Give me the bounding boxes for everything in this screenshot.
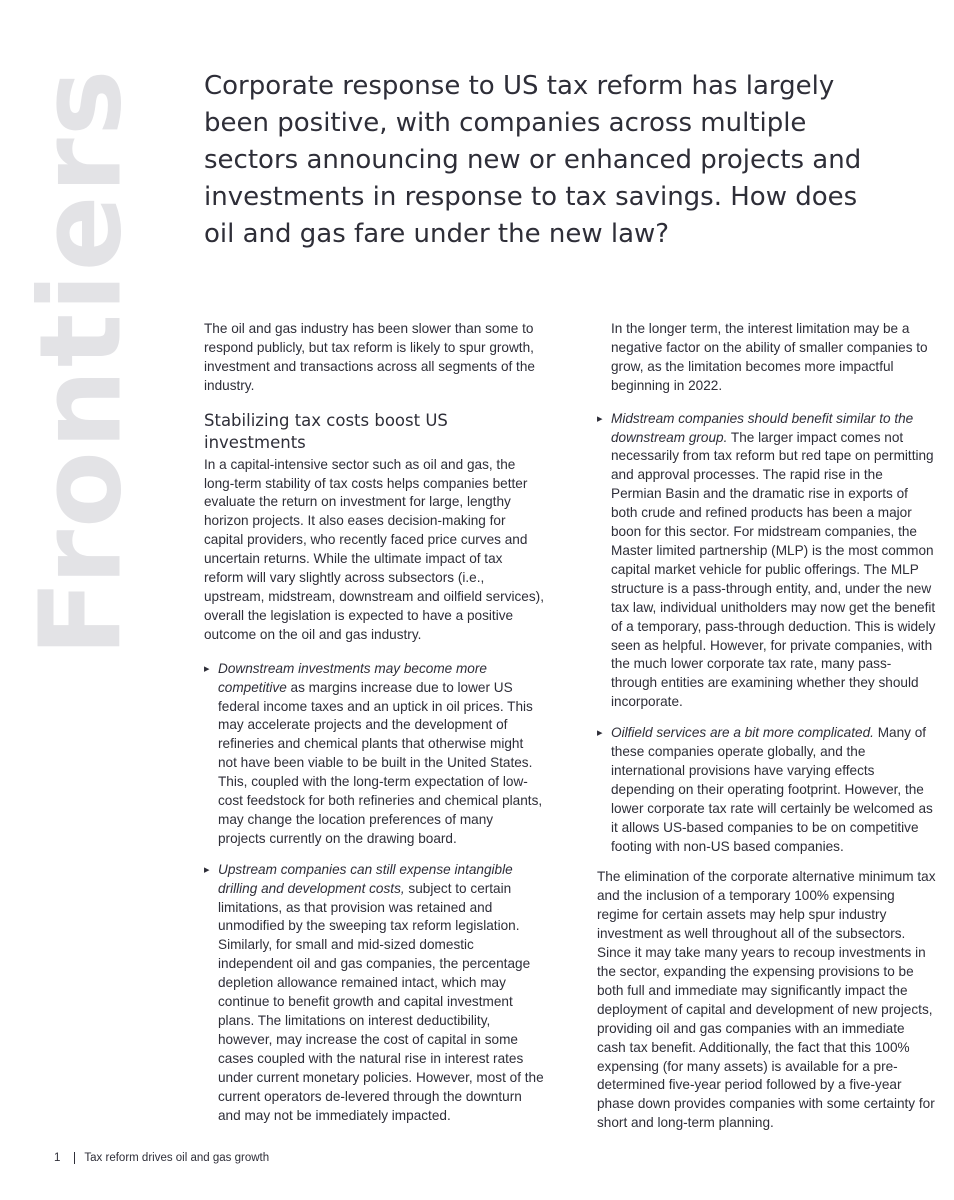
continuation-paragraph: In the longer term, the interest limitation may be a negative factor on the ability of smaller companies to grow, as the limitation becomes more impactful beginning in 2022. [611, 321, 928, 393]
bullet-lead: Midstream companies should benefit similar to the downstream group. [611, 410, 914, 445]
bullet-downstream [204, 660, 544, 849]
bullet-upstream [204, 861, 544, 1126]
page-footer [54, 1152, 269, 1164]
bullet-text: Many of these companies operate globally, and the international provisions have varying effects depending on their operating footprint. However, the lower corporate tax rate will certainly be welcomed as it allows US-based companies to be on competitive footing with non-US based companies. [611, 725, 933, 854]
bullet-midstream [597, 410, 937, 713]
bullet-lead: Downstream investments may become more competitive [218, 660, 487, 695]
right-bullet-list [597, 410, 937, 857]
bullet-text: The larger impact comes not necessarily from tax reform but red tape on permitting and approval processes. The rapid rise in the Permian Basin and the dramatic rise in exports of both crude and refined products has been a major boon for this sector. For midstream companies, the Master limited partnership (MLP) is the most common capital market vehicle for public offerings. The MLP structure is a pass-through entity, and, under the new tax law, individual unitholders may now get the benefit of a temporary, pass-through deduction. This is widely seen as helpful. However, for private companies, with the much lower corporate tax rate, many pass-through entities are examining whether they should incorporate. [611, 429, 936, 710]
frontiers-side-title [17, 67, 148, 657]
intro-paragraph: The oil and gas industry has been slower than some to respond publicly, but tax reform is likely to spur growth, investment and transactions across all segments of the industry. [204, 321, 535, 393]
page-number: 1 [54, 1152, 61, 1164]
footer-divider [74, 1152, 75, 1164]
bullet-lead: Oilfield services are a bit more complicated. [611, 725, 874, 741]
section-heading: Stabilizing tax costs boost US investments [204, 410, 448, 452]
section-paragraph: In a capital-intensive sector such as oil and gas, the long-term stability of tax costs helps companies better evaluate the return on investment for large, lengthy horizon projects. It also eases decision-making for capital providers, who recently faced price curves and uncertain returns. While the ultimate impact of tax reform will vary slightly across subsectors (i.e., upstream, midstream, downstream and oilfield services), overall the legislation is expected to have a positive outcome on the oil and gas industry. [204, 456, 544, 642]
bullet-lead: Upstream companies can still expense intangible drilling and development costs, [218, 861, 513, 896]
left-bullet-list [204, 660, 544, 1126]
headline: Corporate response to US tax reform has largely been positive, with companies across multiple sectors announcing new or enhanced projects and investments in response to tax savings. How does oil and gas fare under the new law? [204, 71, 862, 249]
closing-paragraph: The elimination of the corporate alternative minimum tax and the inclusion of a temporary 100% expensing regime for certain assets may help spur industry investment as well throughout all of the subsectors. Since it may take many years to recoup investments in the sector, expanding the expensing provisions to be both full and immediate may significantly impact the deployment of capital and development of new projects, providing oil and gas companies with an immediate cash tax benefit. Additionally, the fact that this 100% expensing (for many assets) is available for a pre-determined five-year period followed by a five-year phase down provides companies with some certainty for short and long-term planning. [597, 869, 936, 1131]
right-column [597, 320, 937, 1147]
bullet-text: as margins increase due to lower US federal income taxes and an uptick in oil prices. This may accelerate projects and the development of refineries and chemical plants that otherwise might not have been viable to be built in the United States. This, coupled with the long-term expectation of low-cost feedstock for both refineries and chemical plants, may change the location preferences of many projects currently on the drawing board. [218, 679, 543, 846]
bullet-text: subject to certain limitations, as that provision was retained and unmodified by the sweeping tax reform legislation. Similarly, for small and mid-sized domestic independent oil and gas companies, the percentage depletion allowance remained intact, which may continue to benefit growth and capital investment plans. The limitations on interest deductibility, however, may increase the cost of capital in some cases coupled with the natural rise in interest rates under current monetary policies. However, most of the current operators de-levered through the downturn and may not be immediately impacted. [218, 880, 544, 1123]
running-title: Tax reform drives oil and gas growth [84, 1152, 270, 1164]
bullet-oilfield-services [597, 724, 937, 856]
frontiers-word: Frontiers [17, 67, 148, 657]
left-column [204, 320, 544, 1137]
